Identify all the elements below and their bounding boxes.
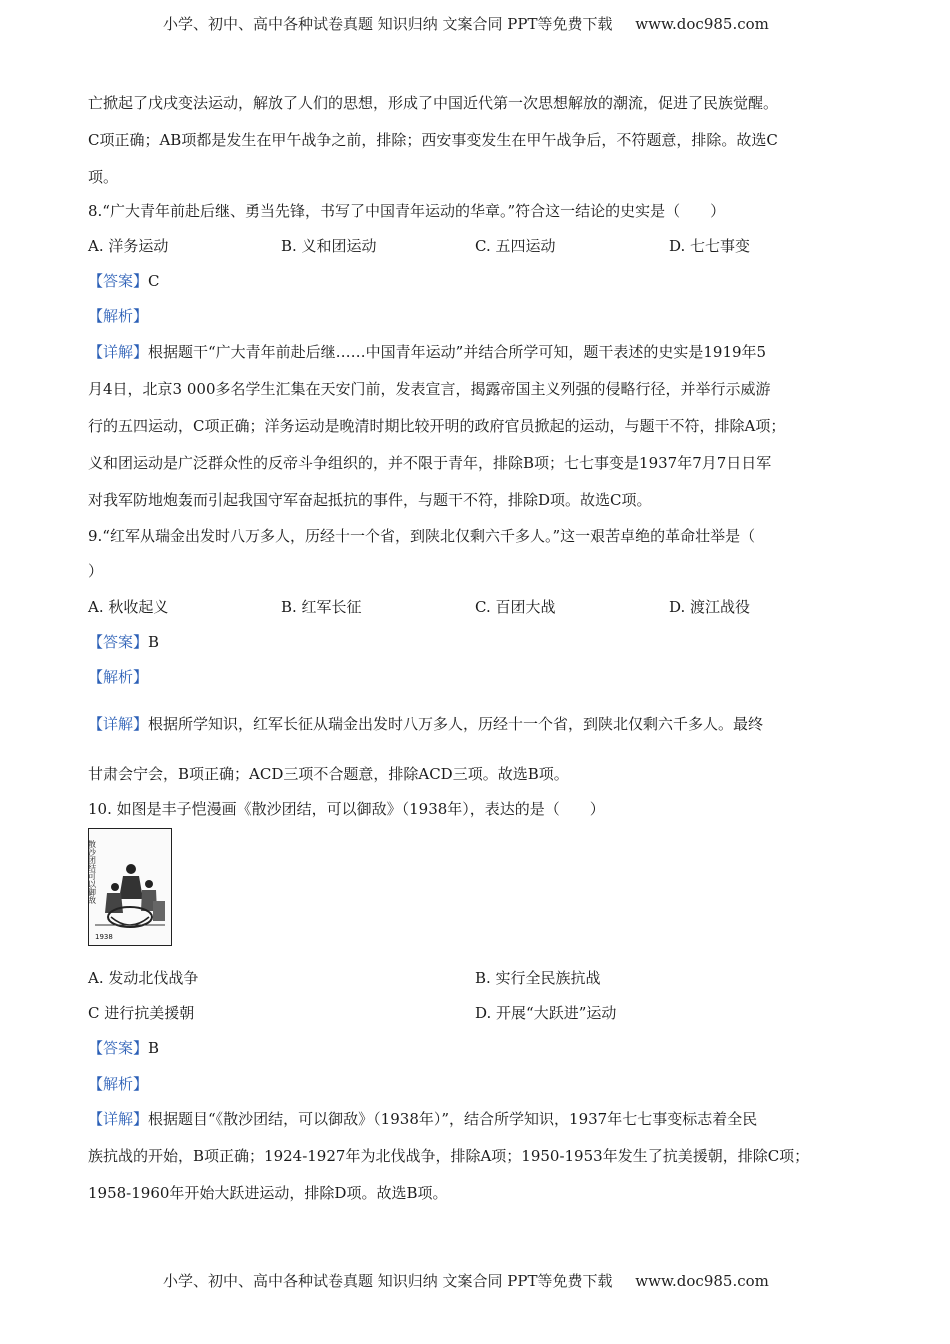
q9-analysis-label: 【解析】 xyxy=(88,668,149,686)
detail-label: 【详解】 xyxy=(88,715,149,733)
q10-option-b: B. 实行全民族抗战 xyxy=(475,969,601,987)
q10-answer xyxy=(88,1037,159,1058)
q9-answer xyxy=(88,631,159,652)
q8-answer xyxy=(88,270,160,291)
q8-detail-2: 月4日，北京3 000多名学生汇集在天安门前，发表宣言，揭露帝国主义列强的侵略行径，并举行示威游 xyxy=(88,380,771,398)
comic-illustration xyxy=(88,828,172,946)
q8-detail-text-1: 根据题干“广大青年前赴后继……中国青年运动”并结合所学可知，题干表述的史实是1919年5 xyxy=(148,343,767,361)
comic-caption: 散沙团结可以御敌 xyxy=(87,840,97,904)
q8-option-d: D. 七七事变 xyxy=(669,237,751,255)
q9-option-d: D. 渡江战役 xyxy=(669,598,751,616)
q9-answer-value: B xyxy=(148,633,160,651)
detail-label: 【详解】 xyxy=(88,343,149,361)
q9-detail-1 xyxy=(88,713,763,734)
footer-title: 小学、初中、高中各种试卷真题 知识归纳 文案合同 PPT等免费下载 xyxy=(163,1272,613,1290)
q9-detail-2: 甘肃会宁会，B项正确；ACD三项不合题意，排除ACD三项。故选B项。 xyxy=(88,765,569,783)
header-title: 小学、初中、高中各种试卷真题 知识归纳 文案合同 PPT等免费下载 xyxy=(163,15,613,33)
q10-option-a: A. 发动北伐战争 xyxy=(88,969,199,987)
page-header xyxy=(163,13,769,34)
sand-basket xyxy=(108,907,152,927)
figure-head-1 xyxy=(126,864,136,874)
header-url[interactable]: www.doc985.com xyxy=(635,15,769,33)
q8-option-a: A. 洋务运动 xyxy=(88,237,169,255)
prev-line-3: 项。 xyxy=(88,168,119,186)
q10-detail-3: 1958-1960年开始大跃进运动，排除D项。故选B项。 xyxy=(88,1184,448,1202)
q9-option-b: B. 红军长征 xyxy=(281,598,362,616)
page-footer xyxy=(163,1270,769,1291)
answer-label: 【答案】 xyxy=(88,272,149,290)
q9-question-1: 9.“红军从瑞金出发时八万多人，历经十一个省，到陕北仅剩六千多人。”这一艰苦卓绝的革命壮举是（ xyxy=(88,527,756,545)
comic-drawing xyxy=(89,829,171,945)
q10-detail-1 xyxy=(88,1108,757,1129)
q10-detail-2: 族抗战的开始，B项正确；1924-1927年为北伐战争，排除A项；1950-1953年发生了抗美援朝，排除C项； xyxy=(88,1147,810,1165)
figure-body-1 xyxy=(119,876,143,899)
q10-analysis-label: 【解析】 xyxy=(88,1075,149,1093)
q10-option-d: D. 开展“大跃进”运动 xyxy=(475,1004,617,1022)
q10-answer-value: B xyxy=(148,1039,160,1057)
q9-question-2: ） xyxy=(88,562,104,580)
q8-answer-value: C xyxy=(148,272,160,290)
q8-detail-4: 义和团运动是广泛群众性的反帝斗争组织的，并不限于青年，排除B项；七七事变是1937年7月7日日军 xyxy=(88,454,772,472)
q10-question: 10. 如图是丰子恺漫画《散沙团结，可以御敌》（1938年），表达的是（ ） xyxy=(88,800,605,818)
q8-detail-5: 对我军防地炮轰而引起我国守军奋起抵抗的事件，与题干不符，排除D项。故选C项。 xyxy=(88,491,652,509)
prev-line-1: 亡掀起了戊戌变法运动，解放了人们的思想，形成了中国近代第一次思想解放的潮流，促进了民族觉醒。 xyxy=(88,94,779,112)
q9-detail-text-1: 根据所学知识，红军长征从瑞金出发时八万多人，历经十一个省，到陕北仅剩六千多人。最终 xyxy=(148,715,764,733)
prev-line-2: C项正确；AB项都是发生在甲午战争之前，排除；西安事变发生在甲午战争后，不符题意，排除。故选C xyxy=(88,131,778,149)
answer-label: 【答案】 xyxy=(88,1039,149,1057)
footer-url[interactable]: www.doc985.com xyxy=(635,1272,769,1290)
figure-head-3 xyxy=(145,880,153,888)
figure-head-2 xyxy=(111,883,119,891)
q8-option-b: B. 义和团运动 xyxy=(281,237,377,255)
q8-detail-3: 行的五四运动，C项正确；洋务运动是晚清时期比较开明的政府官员掀起的运动，与题干不符，排除A项； xyxy=(88,417,786,435)
q10-detail-text-1: 根据题目“《散沙团结，可以御敌》（1938年）”，结合所学知识，1937年七七事变标志着全民 xyxy=(148,1110,758,1128)
q8-analysis-label: 【解析】 xyxy=(88,307,149,325)
comic-year: 1938 xyxy=(95,933,113,941)
q9-option-a: A. 秋收起义 xyxy=(88,598,169,616)
q9-option-c: C. 百团大战 xyxy=(475,598,556,616)
answer-label: 【答案】 xyxy=(88,633,149,651)
q10-option-c: C 进行抗美援朝 xyxy=(88,1004,195,1022)
q8-option-c: C. 五四运动 xyxy=(475,237,556,255)
detail-label: 【详解】 xyxy=(88,1110,149,1128)
q8-question: 8.“广大青年前赴后继、勇当先锋，书写了中国青年运动的华章。”符合这一结论的史实是（ ） xyxy=(88,202,726,220)
sandbags xyxy=(153,901,165,921)
basket-net xyxy=(111,917,149,925)
q8-detail-1 xyxy=(88,341,766,362)
